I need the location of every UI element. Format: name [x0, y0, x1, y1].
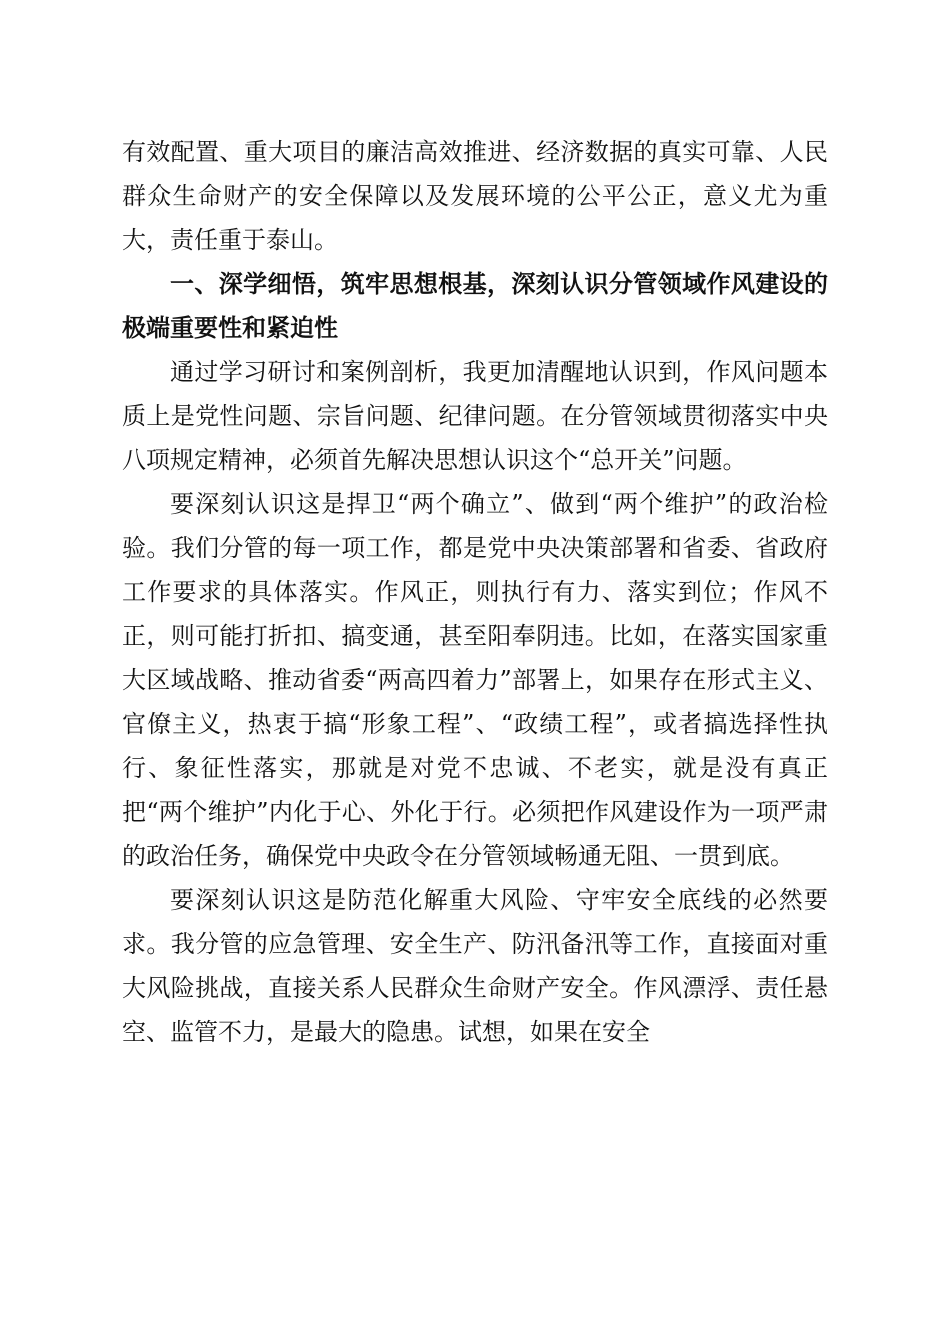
paragraph: 通过学习研讨和案例剖析，我更加清醒地认识到，作风问题本质上是党性问题、宗旨问题、纪律问题。在分管领域贯彻落实中央八项规定精神，必须首先解决思想认识这个“总开关”问题。 — [122, 358, 828, 474]
section-heading: 一、深学细悟，筑牢思想根基，深刻认识分管领域作风建设的极端重要性和紧迫性 — [122, 270, 828, 342]
paragraph: 要深刻认识这是防范化解重大风险、守牢安全底线的必然要求。我分管的应急管理、安全生产、防汛备汛等工作，直接面对重大风险挑战，直接关系人民群众生命财产安全。作风漂浮、责任悬空、监管不力，是最大的隐患。试想，如果在安全 — [122, 886, 828, 1046]
paragraph-continuation: 有效配置、重大项目的廉洁高效推进、经济数据的真实可靠、人民群众生命财产的安全保障以及发展环境的公平公正，意义尤为重大，责任重于泰山。 — [122, 138, 828, 254]
document-body — [122, 130, 828, 1054]
paragraph: 要深刻认识这是捍卫“两个确立”、做到“两个维护”的政治检验。我们分管的每一项工作，都是党中央决策部署和省委、省政府工作要求的具体落实。作风正，则执行有力、落实到位；作风不正，则可能打折扣、搞变通，甚至阳奉阴违。比如，在落实国家重大区域战略、推动省委“两高四着力”部署上，如果存在形式主义、官僚主义，热衷于搞“形象工程”、“政绩工程”，或者搞选择性执行、象征性落实，那就是对党不忠诚、不老实，就是没有真正把“两个维护”内化于心、外化于行。必须把作风建设作为一项严肃的政治任务，确保党中央政令在分管领域畅通无阻、一贯到底。 — [122, 490, 828, 870]
